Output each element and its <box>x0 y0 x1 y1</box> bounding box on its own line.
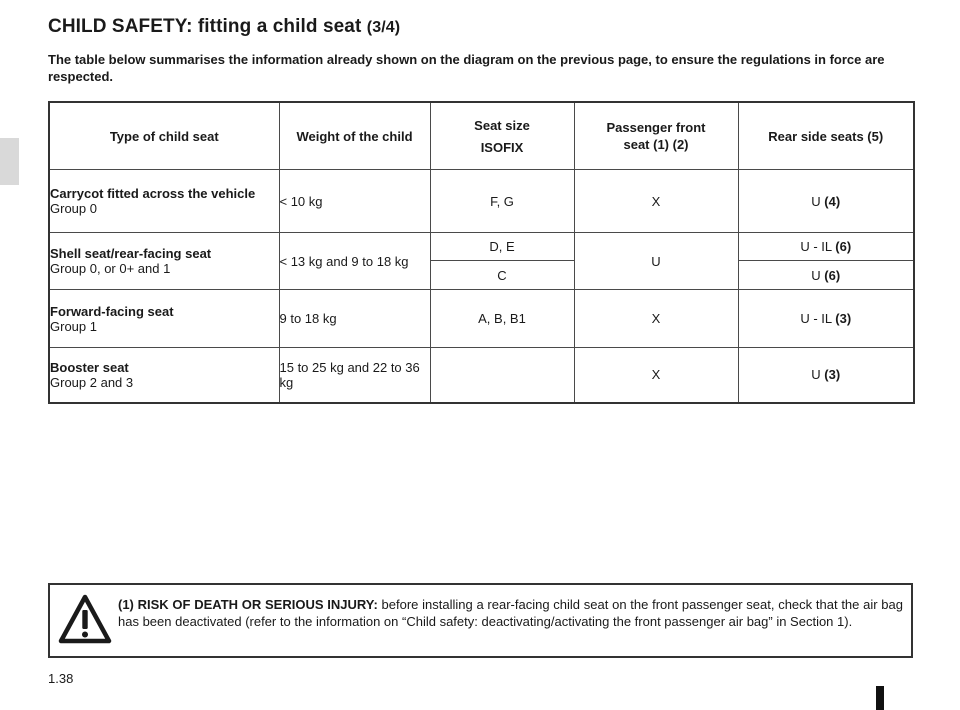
cell-type <box>49 290 279 348</box>
rear-value: U <box>811 193 825 209</box>
cell-seat-size: D, E <box>430 233 574 261</box>
rear-value: U <box>811 367 825 383</box>
warning-triangle-icon <box>58 593 112 647</box>
warning-box <box>48 583 913 658</box>
header-seat-size-label: Seat size <box>474 117 530 133</box>
rear-note: (3) <box>835 311 852 326</box>
header-rear: Rear side seats (5) <box>738 102 914 170</box>
cell-rear <box>738 261 914 290</box>
cell-seat-size <box>430 348 574 403</box>
seat-group-label: Group 2 and 3 <box>50 374 134 390</box>
footer-mark <box>876 686 884 710</box>
cell-rear <box>738 233 914 261</box>
title-part: (3/4) <box>366 19 401 36</box>
cell-type <box>49 170 279 233</box>
table-row <box>49 233 914 261</box>
cell-seat-size: A, B, B1 <box>430 290 574 348</box>
rear-value: U - IL <box>800 239 836 254</box>
warning-body: before installing a rear-facing child seat on the front passenger seat, check that the air bag has been deactivated (refer to the information on “Child safety: deactivating/activating the front passenger air bag” in Section 1). <box>118 597 904 629</box>
child-seat-table <box>48 101 915 404</box>
header-seat-size <box>430 102 574 170</box>
title-text: CHILD SAFETY: fitting a child seat <box>48 16 362 37</box>
cell-seat-size: F, G <box>430 170 574 233</box>
cell-weight: < 10 kg <box>279 170 430 233</box>
cell-type <box>49 233 279 290</box>
cell-passenger: X <box>574 290 738 348</box>
seat-group-label: Group 0 <box>50 201 97 216</box>
table-row <box>49 348 914 403</box>
rear-note: (6) <box>835 239 852 254</box>
rear-note: (6) <box>824 267 841 283</box>
section-tab <box>0 138 19 185</box>
header-seat-size-sub: ISOFIX <box>480 139 524 155</box>
cell-rear <box>738 290 914 348</box>
seat-type-label: Carrycot fitted across the vehicle <box>50 186 256 201</box>
page-number: 1.38 <box>48 671 74 686</box>
seat-group-label: Group 0, or 0+ and 1 <box>50 261 171 276</box>
cell-passenger: U <box>574 233 738 290</box>
cell-weight: 15 to 25 kg and 22 to 36 kg <box>279 348 430 403</box>
cell-type <box>49 348 279 403</box>
cell-weight: < 13 kg and 9 to 18 kg <box>279 233 430 290</box>
table-row <box>49 170 914 233</box>
header-passenger <box>574 102 738 170</box>
header-type: Type of child seat <box>49 102 279 170</box>
seat-type-label: Forward-facing seat <box>50 303 174 319</box>
intro-text: The table below summarises the information already shown on the diagram on the previous page, to ensure the regulations in force are respected. <box>48 52 885 84</box>
warning-text <box>118 596 903 630</box>
table-row <box>49 290 914 348</box>
cell-passenger: X <box>574 348 738 403</box>
cell-rear <box>738 170 914 233</box>
header-passenger-label: Passenger front seat (1) (2) <box>606 120 706 152</box>
rear-note: (4) <box>824 193 841 209</box>
rear-value: U <box>811 267 825 283</box>
rear-value: U - IL <box>800 311 836 326</box>
cell-weight: 9 to 18 kg <box>279 290 430 348</box>
cell-rear <box>738 348 914 403</box>
cell-seat-size: C <box>430 261 574 290</box>
rear-note: (3) <box>824 367 841 383</box>
seat-type-label: Shell seat/rear-facing seat <box>50 246 212 261</box>
page-title <box>48 16 400 38</box>
cell-passenger: X <box>574 170 738 233</box>
seat-group-label: Group 1 <box>50 318 97 334</box>
header-weight: Weight of the child <box>279 102 430 170</box>
seat-type-label: Booster seat <box>50 359 129 375</box>
table-header-row <box>49 102 914 170</box>
warning-heading: (1) RISK OF DEATH OR SERIOUS INJURY: <box>118 597 378 612</box>
